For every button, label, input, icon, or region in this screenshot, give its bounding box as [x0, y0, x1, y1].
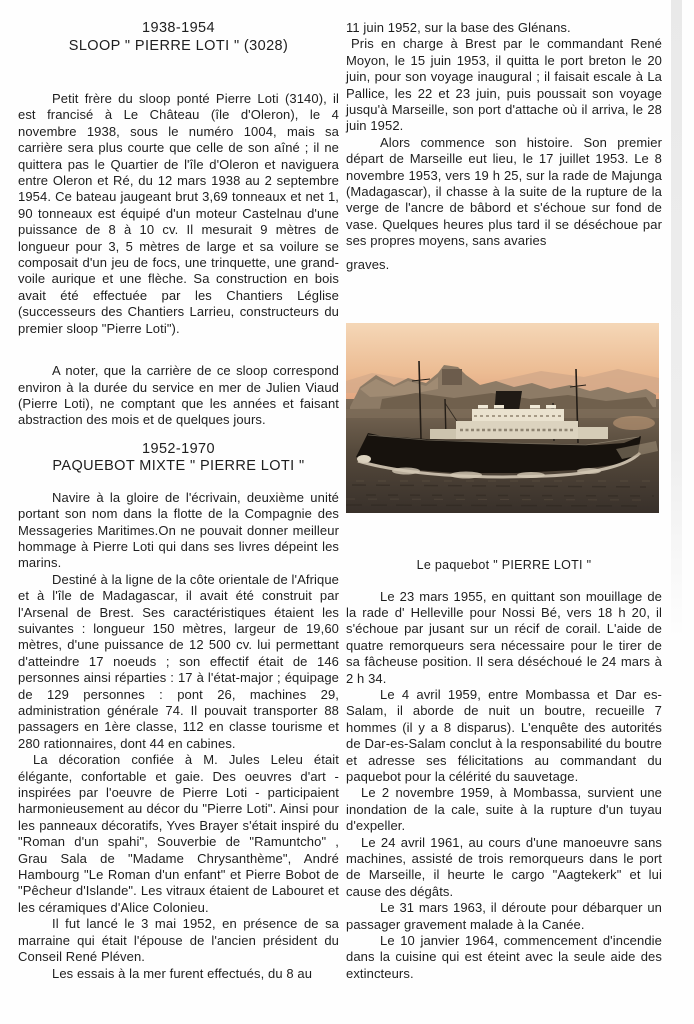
left-column [18, 20, 339, 982]
heading-title: PAQUEBOT MIXTE " PIERRE LOTI " [52, 458, 305, 475]
ship-photo [346, 323, 659, 513]
scan-edge-shadow [671, 0, 682, 640]
section-heading-sloop [18, 20, 339, 55]
paragraph: graves. [346, 256, 390, 272]
paragraph: Petit frère du sloop ponté Pierre Loti (3140), il est francisé à Le Château (île d'Oleron), le 4 novembre 1938, sous le numéro 1004, mais sa carrière sera plus courte que celle de son aîné ; il ne quittera pas le Quartier de l'île d'Oleron et naviguera entre Oleron et Ré, du 12 mars 1938 au 2 septembre 1954. Ce bateau jaugeant brut 3,69 tonneaux et net 1, 90 tonneaux est équipé d'un moteur Castelnau d'une puissance de 8 à 10 cv. Il mesurait 9 mètres de longueur pour 3, 5 mètres de large et sa voilure se composait d'un jeu de focs, une trinquette, une grand-voile aurique et une flèche. Sa construction en bois avait été effectuée par les Chantiers Léglise (successeurs des Chantiers Larrieu, constructeurs du premier sloop "Pierre Loti"). [18, 91, 339, 336]
heading-years: 1952-1970 [142, 440, 215, 457]
paragraph: Pris en charge à Brest par le commandant René Moyon, le 15 juin 1953, il quitta le port breton le 20 juin, pour son voyage inaugural ; il faisait escale à La Pallice, les 22 et 23 juin, puis poussait son voyage jusqu'à Marseille, son port d'attache où il arriva, le 28 juin 1952. [346, 36, 662, 134]
paragraph: Le 24 avril 1961, au cours d'une manoeuvre sans machines, assisté de trois remorqueurs dans le port de Marseille, il heurte le cargo "Aagtekerk" et lui cause des dégâts. [346, 834, 662, 899]
right-column [346, 20, 662, 982]
section-heading-paquebot [18, 441, 339, 476]
ship-photo-figure [346, 323, 662, 573]
paragraph: Le 2 novembre 1959, à Mombassa, survient une inondation de la cale, suite à la rupture d'un tuyau d'expeller. [346, 785, 662, 834]
photo-caption: Le paquebot " PIERRE LOTI " [416, 558, 592, 573]
paragraph: Il fut lancé le 3 mai 1952, en présence de sa marraine qui était l'épouse de l'ancien président du Conseil René Pléven. [18, 916, 339, 965]
paragraph: Navire à la gloire de l'écrivain, deuxième unité portant son nom dans la flotte de la Compagnie des Messageries Maritimes.On ne pouvait donner meilleur hommage à Pierre Loti qui dans ses livres dépeint les marins. [18, 489, 339, 571]
heading-years: 1938-1954 [142, 20, 215, 36]
paragraph: Le 23 mars 1955, en quittant son mouillage de la rade d' Helleville pour Nossi Bé, vers 18 h 20, il s'échoue par jusant sur un récif de corail. L'aide de quatre remorqueurs sera nécessaire pour le tirer de sa fâcheuse position. Il sera déséchoué le 24 mars à 2 h 34. [346, 588, 662, 686]
paragraph: A noter, que la carrière de ce sloop correspond environ à la durée du service en mer de Julien Viaud (Pierre Loti), ne comptant que les années et faisant abstraction des mois et de quelques jours. [18, 363, 339, 428]
paragraph: 11 juin 1952, sur la base des Glénans. [346, 20, 571, 35]
paragraph: La décoration confiée à M. Jules Leleu était élégante, confortable et gaie. Des oeuvres d'art - inspirées par l'oeuvre de Pierre Loti - participaient harmonieusement au décor du "Pierre Loti". Ainsi pour les panneaux décoratifs, Yves Brayer s'était inspiré du "Roman d'un spahi", Souverbie de "Ramuntcho" , Grau Sala de "Madame Chrysanthème", André Hambourg "Le Roman d'un enfant" et Pierre Bobot de "Pêcheur d'Islande". Les vitraux étaient de Labouret et les céramiques d'Alice Colonieu. [18, 752, 339, 915]
paragraph: Destiné à la ligne de la côte orientale de l'Afrique et à l'île de Madagascar, il avait été construit par l'Arsenal de Brest. Ses caractéristiques étaient les suivantes : longueur 150 mètres, largeur de 19,60 mètres, d'une puissance de 12 500 cv. lui permettant d'atteindre 17 noeuds ; son effectif était de 146 personnes ainsi réparties : 17 à l'état-major ; équipage de 129 personnes : pont 26, machines 29, administration générale 74. Il pouvait transporter 88 passagers en 1ère classe, 112 en classe tourisme et 280 rationnaires, dont 44 en cabines. [18, 571, 339, 751]
paragraph: Les essais à la mer furent effectués, du 8 au [52, 965, 313, 981]
heading-title: SLOOP " PIERRE LOTI " (3028) [68, 37, 289, 54]
paragraph: Le 4 avril 1959, entre Mombassa et Dar es-Salam, il aborde de nuit un boutre, recueille 7 hommes (il y a 8 disparus). L'enquête des autorités de Dar-es-Salam conclut à la responsabilité du boutre et adresse ses félicitations au commandant du paquebot pour la célérité du sauvetage. [346, 686, 662, 784]
paragraph: Alors commence son histoire. Son premier départ de Marseille eut lieu, le 17 juillet 1953. Le 8 novembre 1953, vers 19 h 25, sur la rade de Majunga (Madagascar), il chasse à la suite de la rupture de la verge de l'ancre de bâbord et s'échoue sur fond de vase. Quelques heures plus tard il se déséchoue par ses propres moyens, sans avaries [346, 134, 662, 249]
paragraph: Le 10 janvier 1964, commencement d'incendie dans la cuisine qui est éteint avec la seule aide des extincteurs. [346, 933, 662, 981]
paragraph: Le 31 mars 1963, il déroute pour débarquer un passager gravement malade à la Canée. [346, 900, 662, 932]
